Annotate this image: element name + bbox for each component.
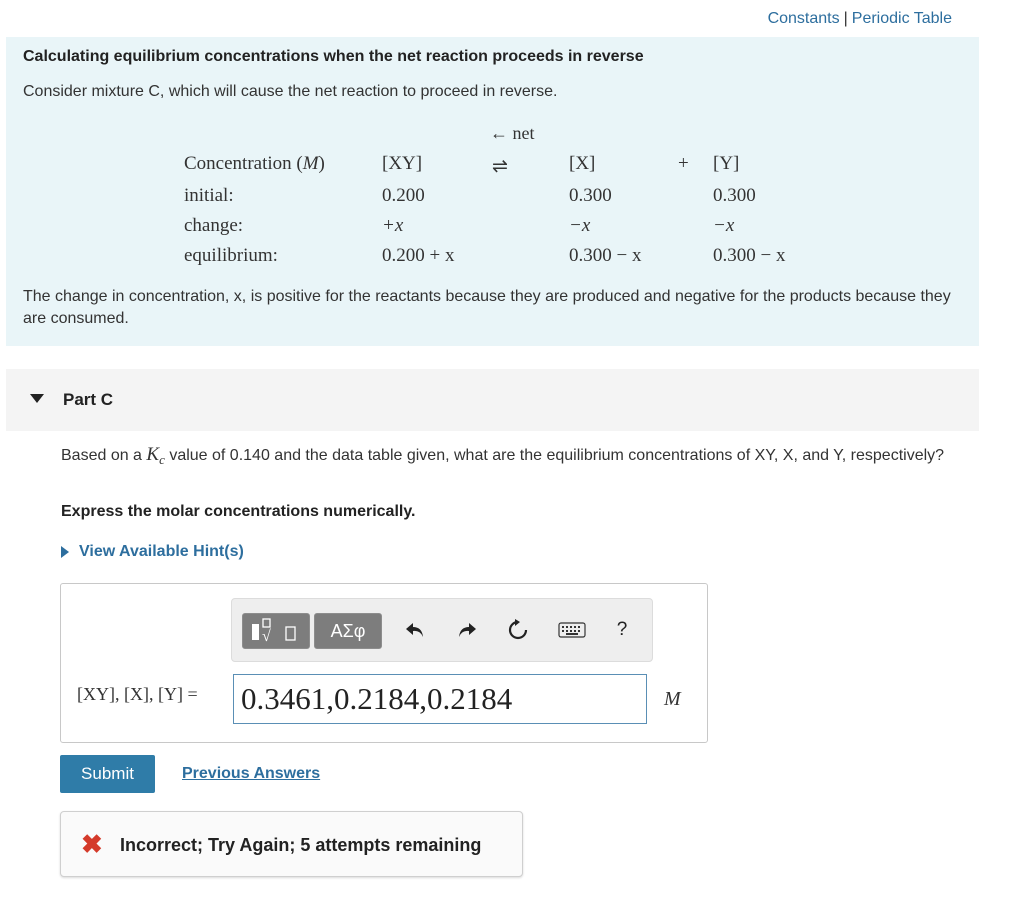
intro-note: The change in concentration, x, is positive for the reactants because they are produced and negative for the products because they are consumed.	[23, 288, 951, 327]
part-label: Part C	[63, 390, 114, 409]
link-separator: |	[843, 10, 848, 27]
ice-row-label: change:	[184, 215, 244, 236]
instruction: Express the molar concentrations numerically.	[61, 503, 416, 520]
question-post: value of 0.140 and the data table given, what are the equilibrium concentrations of XY, X, and Y, respectively?	[164, 447, 945, 464]
error-x-icon: ✖	[81, 829, 103, 859]
ice-cell: 0.300	[713, 185, 756, 206]
direction-label: ← net	[490, 123, 535, 143]
intro-panel	[6, 37, 979, 346]
k-symbol: K	[146, 444, 160, 465]
ice-header-plus: +	[678, 153, 689, 174]
constants-link[interactable]: Constants	[767, 10, 840, 27]
intro-text: Consider mixture C, which will cause the net reaction to proceed in reverse.	[23, 83, 558, 100]
collapse-triangle-icon[interactable]	[30, 394, 44, 403]
ice-cell: 0.300 − x	[713, 245, 786, 266]
ice-cell: −x	[569, 215, 591, 236]
question-pre: Based on a	[61, 447, 147, 464]
k-subscript: c	[159, 452, 165, 468]
answer-label: [XY], [X], [Y] =	[77, 684, 198, 704]
undo-icon[interactable]	[402, 617, 428, 643]
periodic-table-link[interactable]: Periodic Table	[851, 10, 952, 27]
ice-cell: 0.300 − x	[569, 245, 642, 266]
part-header[interactable]	[6, 369, 979, 431]
ice-table	[6, 37, 979, 277]
submit-button[interactable]: Submit	[60, 755, 155, 793]
greek-symbols-button[interactable]: ΑΣφ	[314, 613, 382, 649]
feedback-text: Incorrect; Try Again; 5 attempts remaining	[120, 835, 482, 855]
ice-header-reactant: [XY]	[382, 153, 423, 174]
ice-header-label: Concentration (M)	[184, 153, 325, 174]
ice-header-product2: [Y]	[713, 153, 740, 174]
svg-text:√: √	[262, 628, 271, 645]
ice-row-label: initial:	[184, 185, 234, 206]
sqrt-template-icon	[246, 617, 306, 645]
previous-answers-link[interactable]: Previous Answers	[182, 765, 321, 782]
feedback-box	[60, 811, 523, 877]
ice-cell: 0.300	[569, 185, 612, 206]
ice-row-label: equilibrium:	[184, 245, 278, 266]
ice-header-product1: [X]	[569, 153, 596, 174]
keyboard-icon[interactable]	[557, 617, 587, 643]
templates-button[interactable]	[242, 613, 310, 649]
question-text	[61, 444, 981, 471]
reset-icon[interactable]	[505, 617, 531, 643]
answer-box	[60, 583, 708, 743]
math-toolbar	[231, 598, 653, 662]
intro-title: Calculating equilibrium concentrations when the net reaction proceeds in reverse	[23, 48, 644, 65]
unit-label: M	[664, 688, 681, 710]
ice-cell: +x	[382, 215, 404, 236]
ice-cell: 0.200	[382, 185, 425, 206]
help-button[interactable]: ?	[616, 619, 628, 640]
hint-label: View Available Hint(s)	[79, 543, 244, 560]
equilibrium-arrow: ⇌	[492, 156, 508, 177]
top-links	[768, 10, 952, 28]
redo-icon[interactable]	[454, 617, 480, 643]
ice-cell: −x	[713, 215, 735, 236]
ice-cell: 0.200 + x	[382, 245, 455, 266]
answer-input[interactable]	[233, 674, 647, 724]
hint-link[interactable]	[61, 543, 244, 561]
caret-right-icon	[61, 546, 69, 558]
